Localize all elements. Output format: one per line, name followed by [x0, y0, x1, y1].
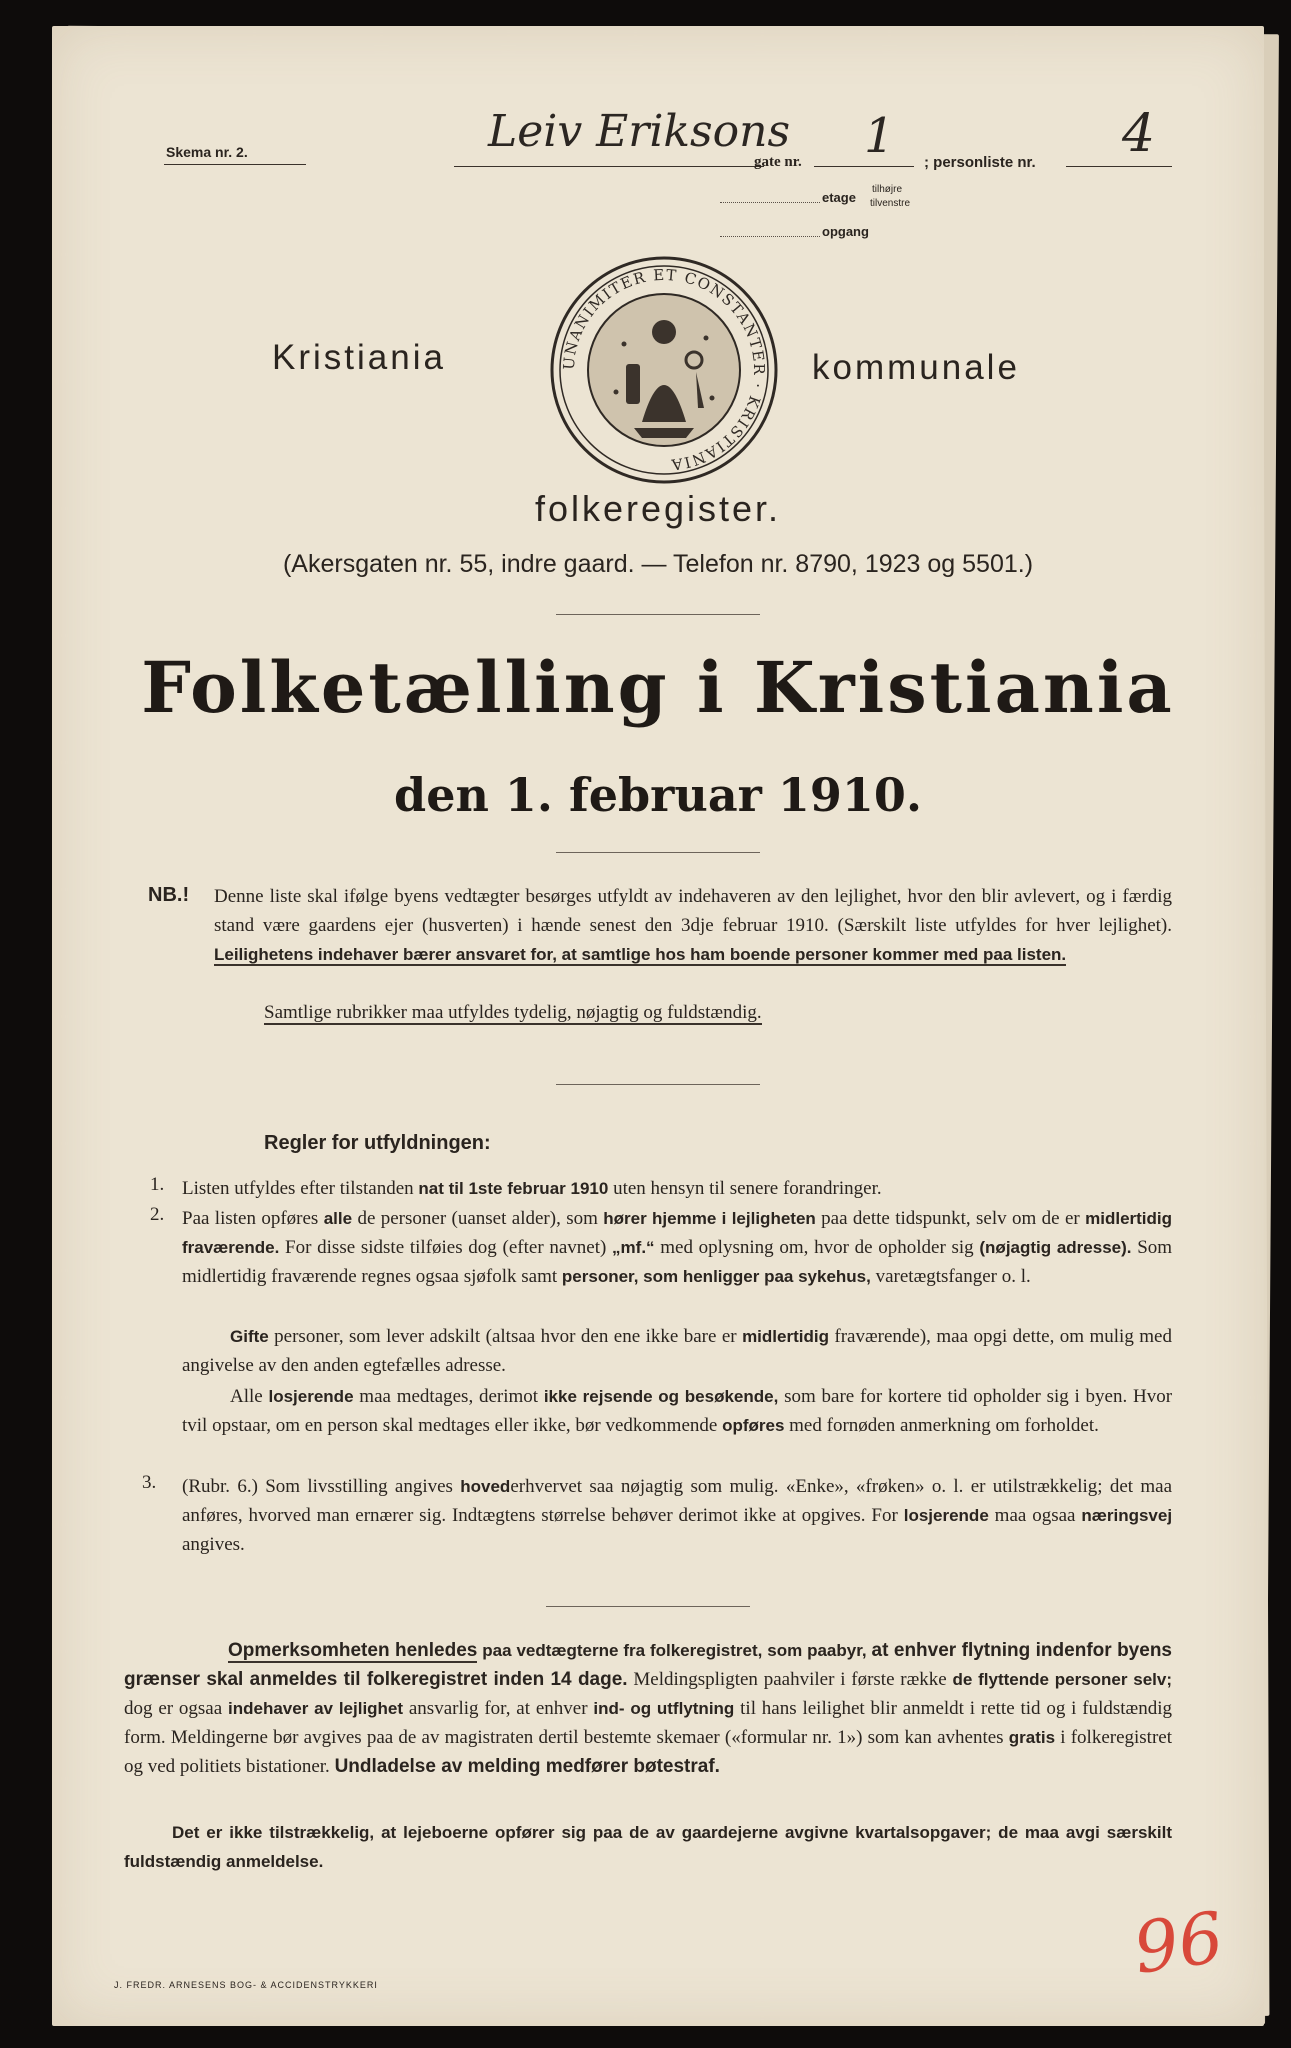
city-seal	[546, 252, 782, 488]
census-date: den 1. februar 1910.	[394, 768, 922, 822]
rule-2-married: Gifte personer, som lever adskilt (altsaa hvor den ene ikke bare er midlertidig fraværende), maa opgi dette, om mulig med angivelse av den anden egtefælles adresse.	[182, 1326, 1172, 1376]
red-pencil-number: 96	[1128, 1896, 1229, 1990]
personliste-number-handwritten: 4	[1122, 104, 1156, 164]
rule-3-number: 3.	[142, 1472, 157, 1493]
rule-2-lodgers: Alle losjerende maa medtages, derimot ikke rejsende og besøkende, som bare for kortere tid opholder sig i byen. Hvor tvil opstaar, om en person skal medtages eller ikke, bør vedkommende opføres med fornøden anmerkning om forholdet.	[182, 1386, 1173, 1436]
rule-1: Listen utfyldes efter tilstanden nat til 1ste februar 1910 uten hensyn til senere forandringer.	[182, 1178, 882, 1199]
office-address: (Akersgaten nr. 55, indre gaard. — Telefon nr. 8790, 1923 og 5501.)	[282, 550, 1034, 578]
etage-label: etage	[822, 190, 856, 205]
moving-notice: Opmerksomheten henledes paa vedtægterne fra folkeregistret, som paabyr, at enhver flytning indenfor byens grænser skal anmeldes til folkeregistret inden 14 dage. Meldingspligten paahviler i første række de flyttende personer selv; dog er ogsaa indehaver av lejlighet ansvarlig for, at enhver ind- og utflytning til hans leilighet blir anmeldt i rette tid og i fuldstændig form. Meldingerne bør avgives paa de av magistraten dertil bestemte skemaer («formular nr. 1») som kan avhentes gratis i folkeregistret og ved politiets bistationer. Undladelse av melding medfører bøtestraf.	[124, 1640, 1173, 1777]
personliste-label: ; personliste nr.	[924, 154, 1036, 171]
seal-ring-text: UNANIMITER ET CONSTANTER · KRISTIANIA	[559, 265, 769, 474]
skema-label: Skema nr. 2.	[166, 144, 248, 160]
kristiania-word: Kristiania	[272, 338, 446, 377]
opgang-label: opgang	[822, 224, 869, 239]
nb-label: NB.!	[148, 884, 190, 906]
divider-4	[546, 1606, 750, 1607]
street-field	[454, 166, 764, 167]
tilhojre-label: tilhøjre	[872, 184, 903, 195]
nb-completeness: Samtlige rubrikker maa utfyldes tydelig, nøjagtig og fuldstændig.	[264, 1002, 762, 1023]
divider-2	[556, 852, 760, 853]
rule-2: Paa listen opføres alle de personer (uanset alder), som hører hjemme i lejligheten paa dette tidspunkt, selv om de er midlertidig fraværende. For disse sidste tilføies dog (efter navnet) „mf.“ med oplysning om, hvor de opholder sig (nøjagtig adresse). Som midlertidig fraværende regnes ogsaa sjøfolk samt personer, som henligger paa sykehus, varetægtsfanger o. l.	[182, 1208, 1173, 1287]
census-form-page	[52, 26, 1264, 2026]
divider-1	[556, 614, 760, 615]
gate-number-field	[814, 166, 914, 167]
personliste-field	[1066, 166, 1172, 167]
folkeregister-title: folkeregister.	[534, 488, 782, 529]
rule-1-number: 1.	[150, 1174, 165, 1195]
tilvenstre-label: tilvenstre	[870, 198, 911, 209]
census-main-title: Folketælling i Kristiania	[141, 646, 1175, 729]
rule-3: (Rubr. 6.) Som livsstilling angives hovederhvervet saa nøjagtig som mulig. «Enke», «frøken» o. l. er utilstrækkelig; det maa anføres, hvorved man ernærer sig. Indtægtens størrelse behøver derimot ikke at opgives. For losjerende maa ogsaa næringsvej angives.	[182, 1476, 1173, 1555]
etage-field	[720, 202, 820, 203]
gate-label: gate nr.	[754, 154, 802, 170]
nb-paragraph: Denne liste skal ifølge byens vedtægter besørges utfyldt av indehaveren av den lejlighet, hvor den blir avlevert, og i færdig stand være gaardens ejer (husverten) i hænde senest den 3dje februar 1910. (Særskilt liste utfyldes for hver lejlighet). Leilighetens indehaver bærer ansvaret for, at samtlige hos ham boende personer kommer med paa listen.	[214, 886, 1172, 964]
printer-imprint: J. FREDR. ARNESENS BOG- & ACCIDENSTRYKKERI	[114, 1980, 378, 1990]
rule-2-number: 2.	[150, 1204, 165, 1225]
skema-underline	[164, 164, 306, 165]
kommunale-word: kommunale	[812, 348, 1020, 387]
rules-heading: Regler for utfyldningen:	[264, 1132, 491, 1154]
divider-3	[556, 1084, 760, 1085]
street-handwritten: Leiv Eriksons	[488, 106, 791, 157]
opgang-field	[720, 236, 820, 237]
tenant-notice: Det er ikke tilstrækkelig, at lejeboerne opfører sig paa de av gaardejerne avgivne kvartalsopgaver; de maa avgi særskilt fuldstændig anmeldelse.	[124, 1823, 1172, 1871]
gate-number-handwritten: 1	[864, 108, 895, 164]
